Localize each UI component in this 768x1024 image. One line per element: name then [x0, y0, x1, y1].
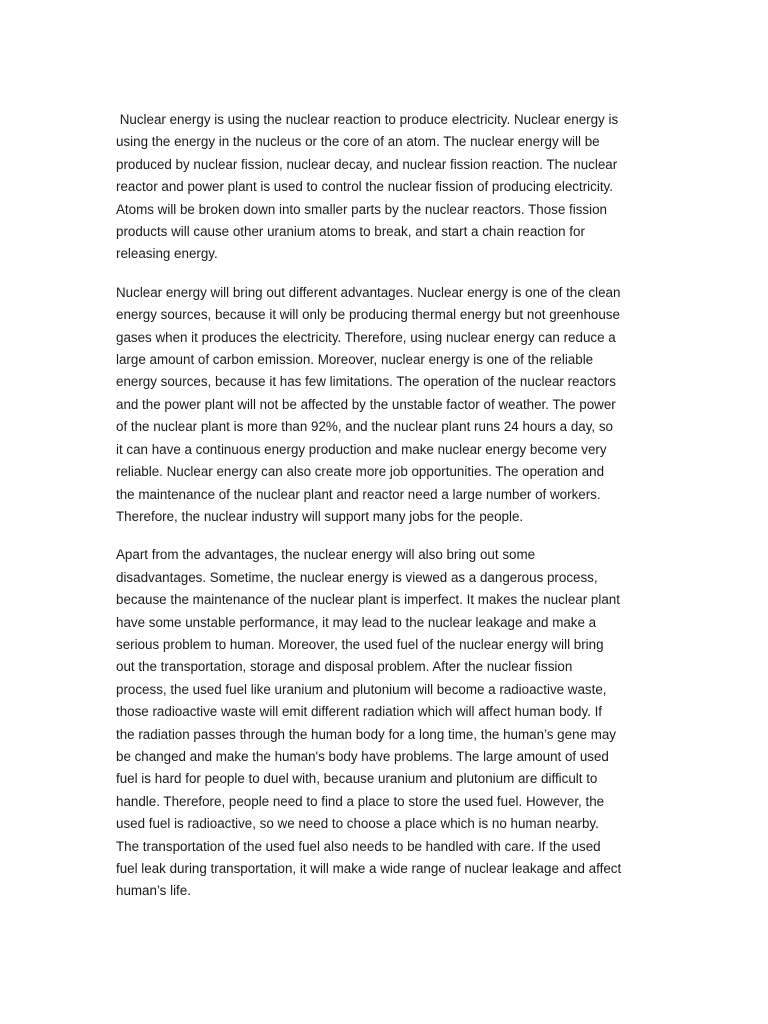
text-line: using the energy in the nucleus or the core of an atom. The nuclear energy will be: [116, 134, 600, 150]
text-line: Therefore, the nuclear industry will support many jobs for the people.: [116, 508, 524, 524]
text-line: it can have a continuous energy production and make nuclear energy become very: [116, 441, 607, 457]
text-line: energy sources, because it has few limitations. The operation of the nuclear reactors: [116, 374, 616, 390]
paragraph-3: [116, 544, 656, 903]
text-line: the maintenance of the nuclear plant and reactor need a large number of workers.: [116, 486, 601, 502]
paragraph-2: [116, 282, 656, 528]
text-line: gases when it produces the electricity. Therefore, using nuclear energy can reduce a: [116, 329, 616, 345]
text-line: used fuel is radioactive, so we need to choose a place which is no human nearby.: [116, 816, 599, 832]
text-line: have some unstable performance, it may lead to the nuclear leakage and make a: [116, 614, 597, 630]
document-body: [116, 109, 656, 919]
text-line: process, the used fuel like uranium and plutonium will become a radioactive waste,: [116, 681, 607, 697]
text-line: handle. Therefore, people need to find a place to store the used fuel. However, the: [116, 793, 605, 809]
text-line: large amount of carbon emission. Moreover, nuclear energy is one of the reliable: [116, 352, 594, 368]
text-line: Apart from the advantages, the nuclear energy will also bring out some: [116, 547, 536, 563]
text-line: Atoms will be broken down into smaller parts by the nuclear reactors. Those fission: [116, 201, 607, 217]
text-line: disadvantages. Sometime, the nuclear energy is viewed as a dangerous process,: [116, 569, 598, 585]
text-line: energy sources, because it will only be producing thermal energy but not greenhouse: [116, 307, 620, 323]
text-line: fuel leak during transportation, it will make a wide range of nuclear leakage and affect: [116, 861, 622, 876]
text-line: releasing energy.: [116, 246, 218, 262]
text-line: because the maintenance of the nuclear plant is imperfect. It makes the nuclear plant: [116, 592, 620, 608]
text-line: of the nuclear plant is more than 92%, and the nuclear plant runs 24 hours a day, so: [116, 419, 614, 435]
text-line: those radioactive waste will emit different radiation which will affect human body. If: [116, 704, 603, 720]
text-line: be changed and make the human's body have problems. The large amount of used: [116, 748, 609, 764]
text-line: produced by nuclear fission, nuclear decay, and nuclear fission reaction. The nuclear: [116, 156, 618, 172]
text-line: out the transportation, storage and disposal problem. After the nuclear fission: [116, 659, 573, 675]
text-line: reliable. Nuclear energy can also create more job opportunities. The operation and: [116, 464, 605, 480]
text-line: The transportation of the used fuel also needs to be handled with care. If the used: [116, 838, 601, 854]
text-line: the radiation passes through the human body for a long time, the human’s gene may: [116, 726, 616, 742]
text-line: Nuclear energy will bring out different advantages. Nuclear energy is one of the clean: [116, 284, 621, 300]
text-line: reactor and power plant is used to control the nuclear fission of producing electricity.: [116, 179, 613, 195]
text-line: fuel is hard for people to duel with, because uranium and plutonium are difficult to: [116, 771, 598, 787]
text-line: human’s life.: [116, 883, 191, 899]
text-line: Nuclear energy is using the nuclear reaction to produce electricity. Nuclear energy is: [116, 112, 619, 127]
text-line: products will cause other uranium atoms to break, and start a chain reaction for: [116, 224, 585, 240]
text-line: serious problem to human. Moreover, the used fuel of the nuclear energy will bring: [116, 636, 604, 652]
paragraph-1: [116, 109, 656, 266]
text-line: and the power plant will not be affected by the unstable factor of weather. The power: [116, 396, 616, 412]
